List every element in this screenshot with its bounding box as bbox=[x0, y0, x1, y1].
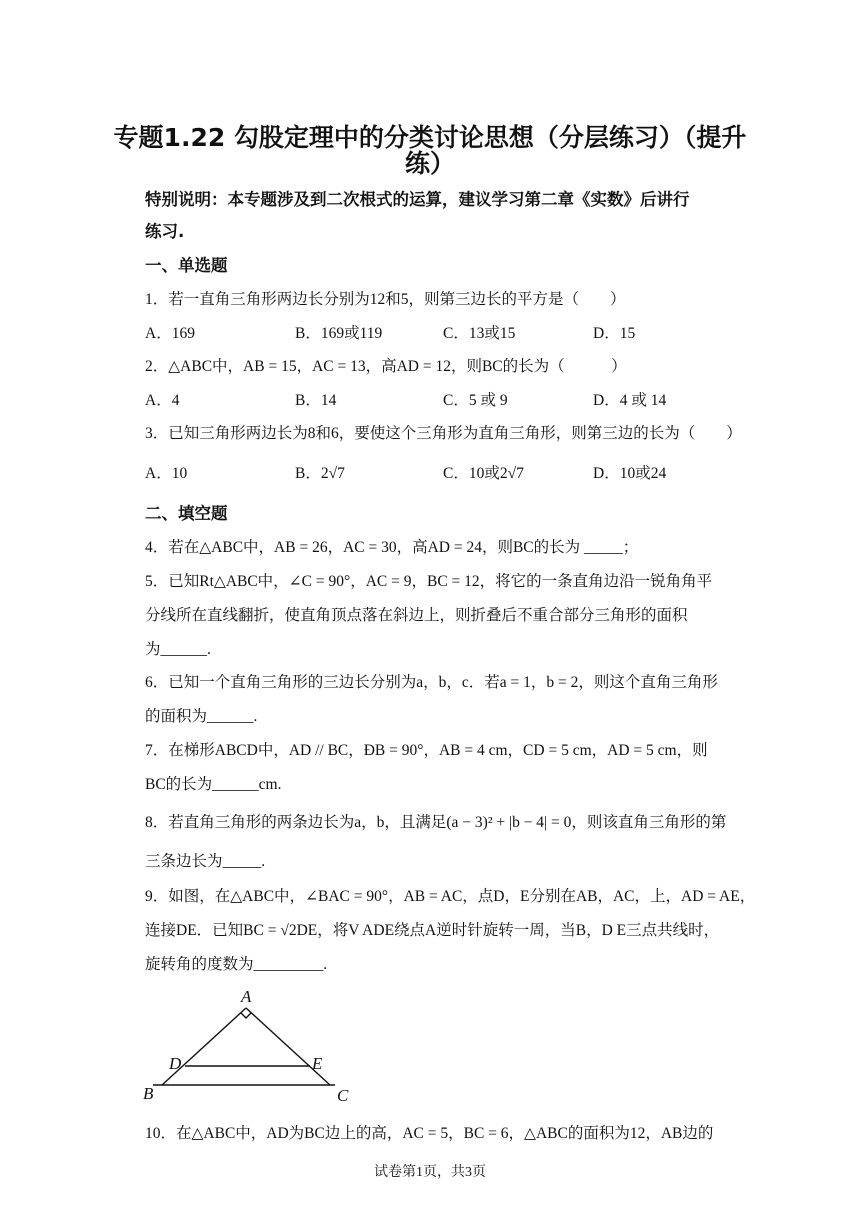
question-2-text: 2．△ABC中，AB = 15，AC = 13，高AD = 12，则BC的长为（ ） bbox=[145, 358, 627, 375]
special-note-line2: 练习. bbox=[145, 222, 185, 241]
question-5-line1: 5．已知Rt△ABC中，∠C = 90°，AC = 9，BC = 12，将它的一条直角边沿一锐角角平 bbox=[145, 573, 713, 590]
side-ac bbox=[246, 1008, 330, 1085]
page-footer: 试卷第1页，共3页 bbox=[374, 1165, 486, 1180]
right-angle-marker bbox=[241, 1013, 251, 1018]
question-9-line3: 旋转角的度数为_________. bbox=[145, 956, 328, 973]
question-7-line1: 7．在梯形ABCD中，AD // BC，ÐB = 90°，AB = 4 cm，CD = 5 cm，AD = 5 cm，则 bbox=[145, 742, 708, 759]
question-10-text: 10．在△ABC中，AD为BC边上的高，AC = 5，BC = 6，△ABC的面积为12，AB边的 bbox=[145, 1125, 714, 1142]
question-8-line1: 8．若直角三角形的两条边长为a，b，且满足(a − 3)² + |b − 4| = 0，则该直角三角形的第 bbox=[145, 814, 727, 831]
special-note-line1: 特别说明：本专题涉及到二次根式的运算，建议学习第二章《实数》后讲行 bbox=[145, 190, 690, 209]
page-title-line1: 专题1.22 勾股定理中的分类讨论思想（分层练习）（提升 bbox=[113, 123, 747, 152]
question-3-text: 3．已知三角形两边长为8和6，要使这个三角形为直角三角形，则第三边的长为（ ） bbox=[145, 425, 742, 442]
question-5-line3: 为______. bbox=[145, 641, 211, 658]
q3-option-c: C．10或2√7 bbox=[443, 465, 524, 482]
question-6-line2: 的面积为______. bbox=[145, 708, 258, 725]
question-1-text: 1．若一直角三角形两边长分别为12和5，则第三边长的平方是（ ） bbox=[145, 291, 626, 308]
question-9-line1: 9．如图，在△ABC中，∠BAC = 90°，AB = AC，点D，E分别在AB，AC，上，AD = AE， bbox=[145, 888, 756, 905]
section-single-choice: 一、单选题 bbox=[145, 256, 228, 275]
section-fill-in: 二、填空题 bbox=[145, 504, 228, 523]
question-9-line2: 连接DE．已知BC = √2DE，将V ADE绕点A逆时针旋转一周，当B，D E三点共线时， bbox=[145, 922, 720, 939]
triangle-figure bbox=[135, 985, 365, 1105]
label-c: C bbox=[337, 1086, 349, 1105]
q1-option-a: A．169 bbox=[145, 325, 195, 342]
q3-option-d: D．10或24 bbox=[593, 465, 667, 482]
q2-option-d: D．4 或 14 bbox=[593, 392, 667, 409]
q1-option-c: C．13或15 bbox=[443, 325, 516, 342]
label-d: D bbox=[169, 1054, 182, 1073]
label-a: A bbox=[241, 987, 252, 1006]
question-5-line2: 分线所在直线翻折，使直角顶点落在斜边上，则折叠后不重合部分三角形的面积 bbox=[145, 607, 688, 624]
q3-option-a: A．10 bbox=[145, 465, 188, 482]
question-7-line2: BC的长为______cm. bbox=[145, 776, 282, 793]
question-6-line1: 6．已知一个直角三角形的三边长分别为a，b，c．若a = 1，b = 2，则这个直角三角形 bbox=[145, 674, 718, 691]
q2-option-a: A．4 bbox=[145, 392, 180, 409]
q1-option-d: D．15 bbox=[593, 325, 636, 342]
question-8-line2: 三条边长为_____. bbox=[145, 853, 266, 870]
q2-option-c: C．5 或 9 bbox=[443, 392, 508, 409]
question-4-text: 4．若在△ABC中，AB = 26，AC = 30，高AD = 24，则BC的长为 _____； bbox=[145, 539, 639, 556]
label-b: B bbox=[143, 1084, 154, 1103]
q1-option-b: B．169或119 bbox=[295, 325, 383, 342]
side-ab bbox=[162, 1008, 246, 1085]
q3-option-b: B．2√7 bbox=[295, 465, 345, 482]
q2-option-b: B．14 bbox=[295, 392, 337, 409]
label-e: E bbox=[312, 1054, 323, 1073]
page-title-line2: 练） bbox=[404, 149, 455, 178]
